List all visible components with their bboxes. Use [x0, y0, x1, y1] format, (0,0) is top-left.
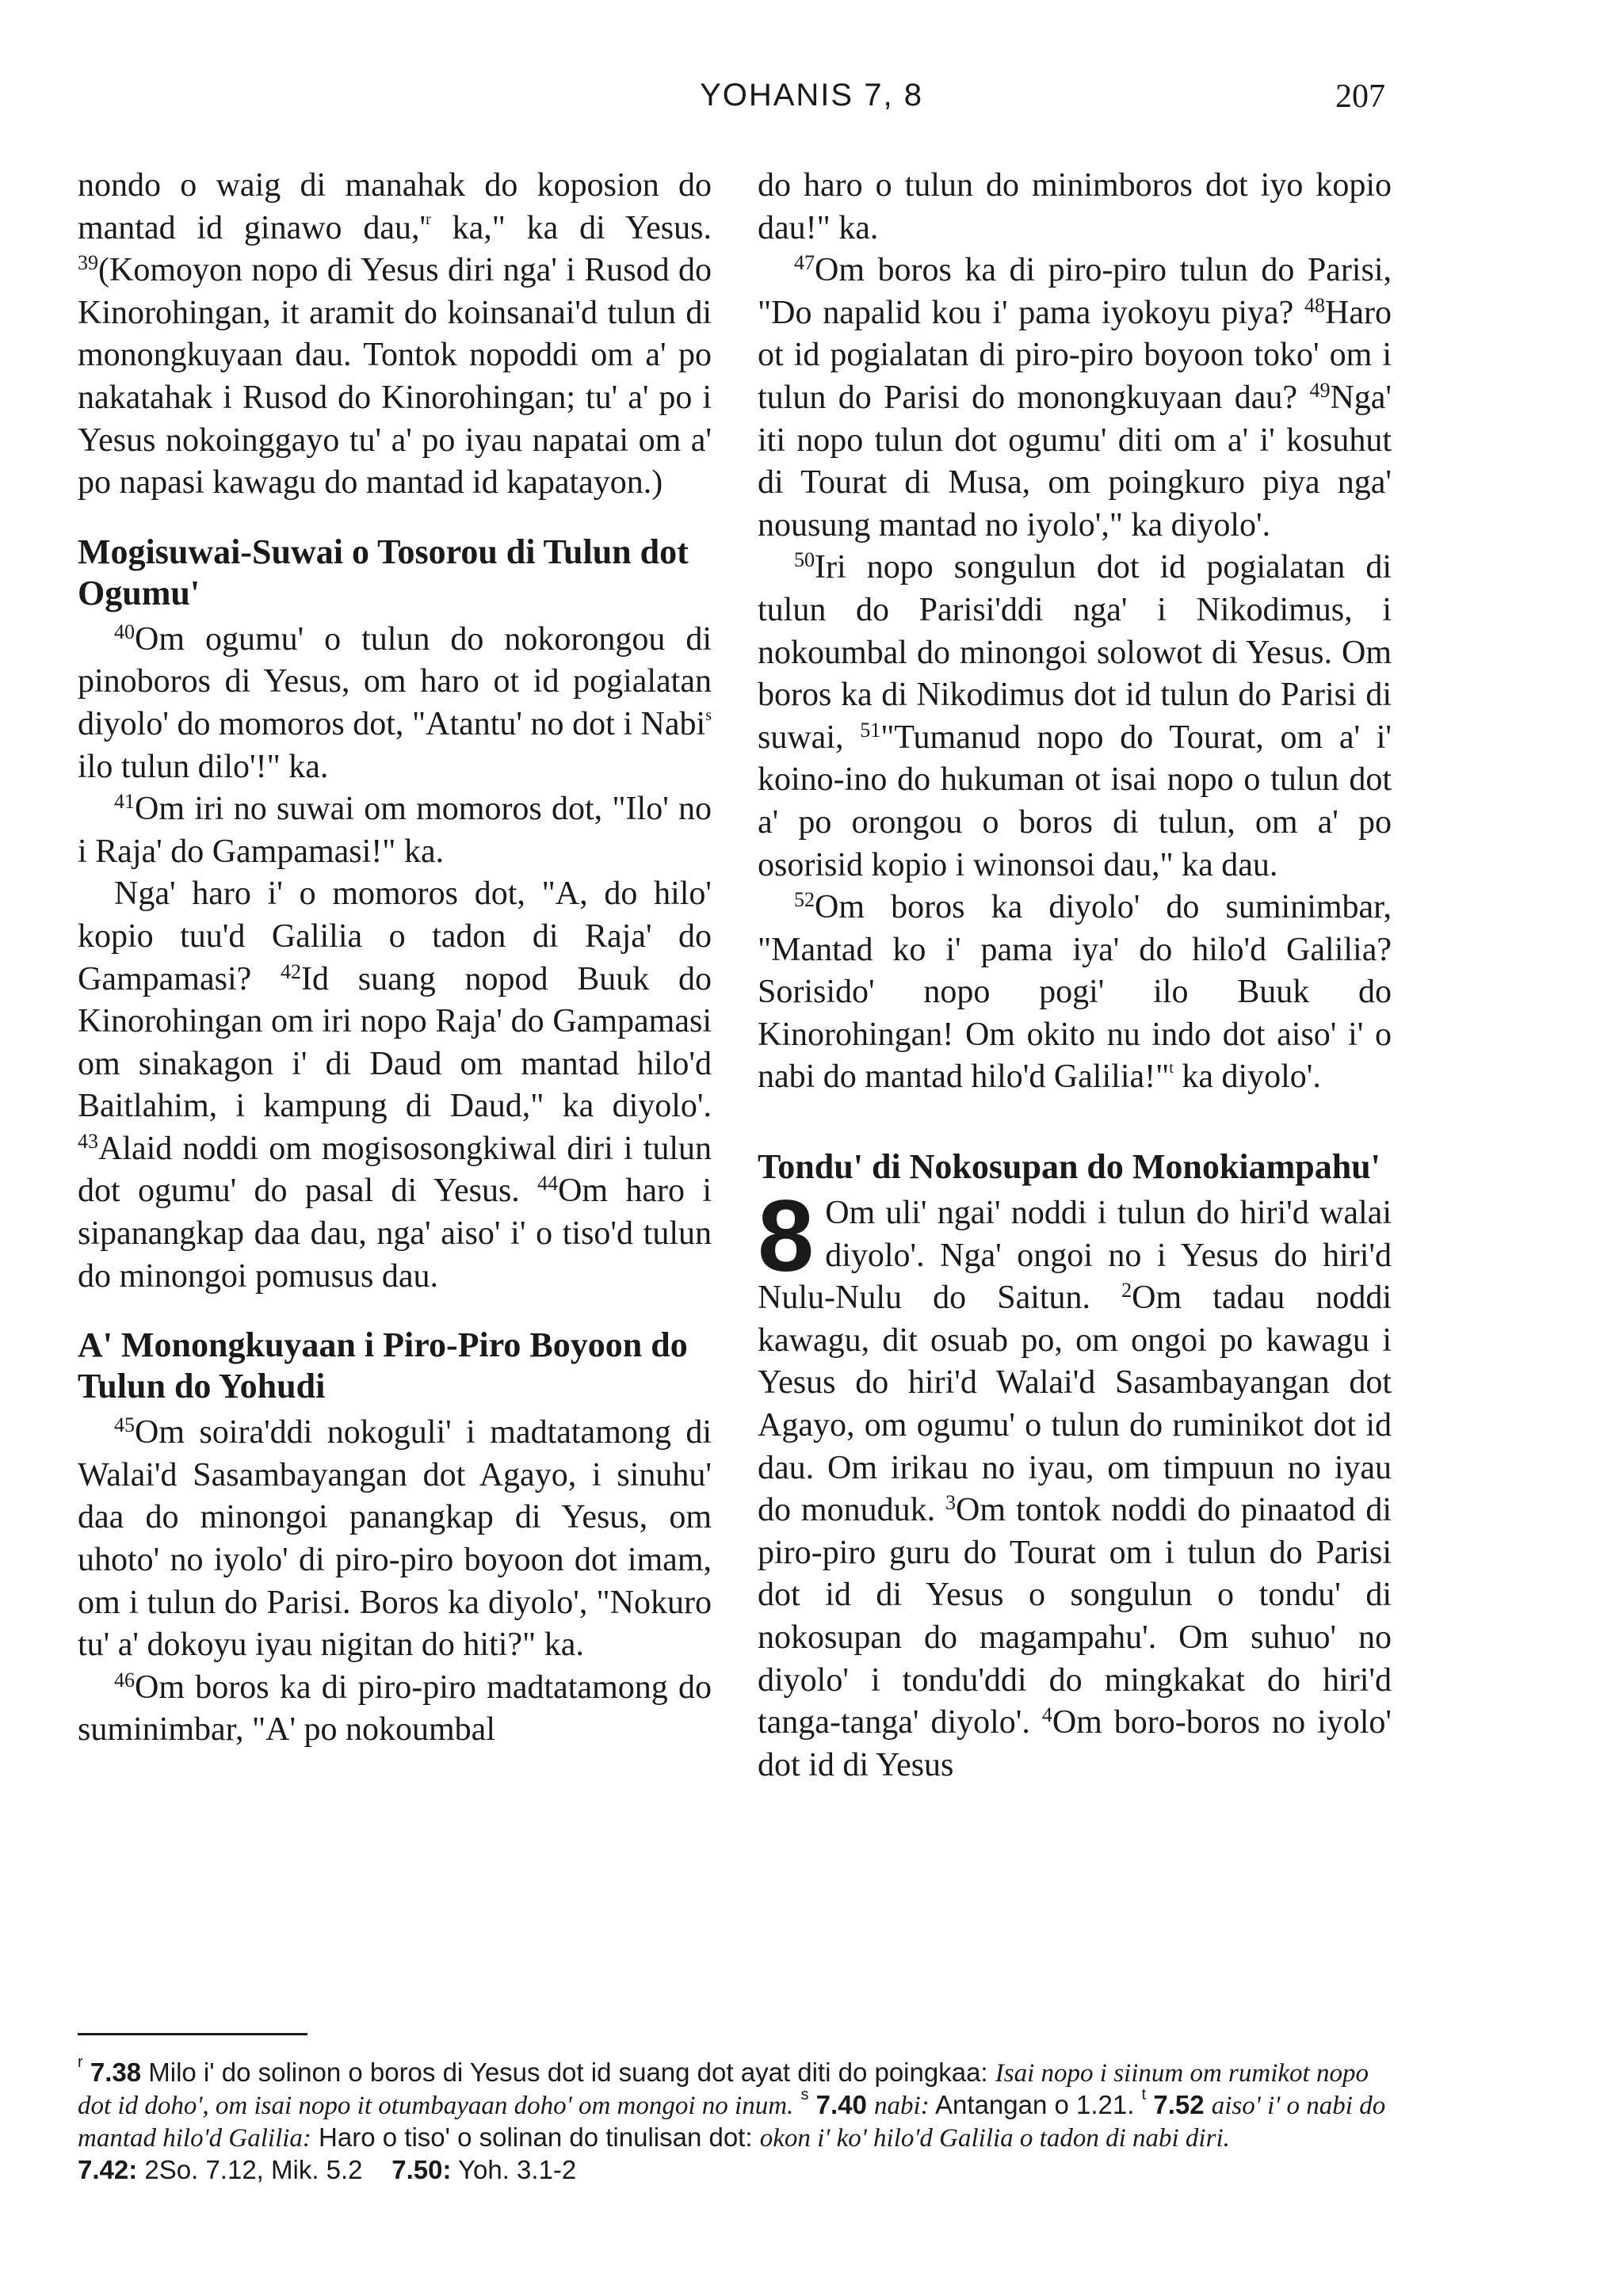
footnote-marker: t — [1169, 1059, 1174, 1077]
verse-paragraph: do haro o tulun do minimboros dot iyo kopio dau!" ka. — [758, 167, 1392, 246]
verse-number: 42 — [281, 959, 301, 983]
footnotes — [78, 2054, 1393, 2186]
verse-paragraph: Nga' haro i' o momoros dot, "A, do hilo' kopio tuu'd Galilia o tadon di Raja' do Gampamasi? $^{42}$Id suang nopod Buuk do Kinorohingan om iri nopo Raja' do Gampamasi om sinakagon i' di Daud om mantad hilo'd Baitlahim, i kampung di Daud," ka diyolo'. $^{43}$Alaid noddi om mogisosongkiwal diri i tulun dot ogumu' do pasal di Yesus. $^{44}$Om haro i sipanangkap daa dau, nga' aiso' i' o tiso'd tulun do minongoi pomusus dau. — [78, 875, 712, 1295]
verse-number: 49 — [1309, 378, 1331, 402]
verse-number: 39 — [78, 251, 98, 275]
footnote-ref: 7.52 — [1153, 2090, 1205, 2119]
footnote-ref: 7.50: — [391, 2155, 452, 2184]
page-number: 207 — [1335, 78, 1385, 115]
verse-number: 52 — [794, 888, 815, 912]
footnote-ref: 7.40 — [815, 2090, 867, 2119]
verse-number: 4 — [1041, 1703, 1052, 1727]
verse-number: 3 — [945, 1491, 957, 1515]
verse-number: 43 — [78, 1129, 98, 1153]
section-heading: Tondu' di Nokosupan do Monokiampahu' — [758, 1147, 1381, 1187]
verse-number: 48 — [1304, 293, 1326, 317]
section-heading: Mogisuwai-Suwai o Tosorou di Tulun dot Ogumu' — [78, 532, 689, 612]
section-heading: A' Monongkuyaan i Piro-Piro Boyoon do Tulun do Yohudi — [78, 1325, 688, 1406]
verse-paragraph: $^{47}$Om boros ka di piro-piro tulun do Parisi, "Do napalid kou i' pama iyokoyu piya? $^{48}$Haro ot id pogialatan di piro-piro boyoon toko' om i tulun do Parisi do monongkuyaan dau? $^{49}$Nga' iti nopo tulun dot ogumu' diti om a' i' kosuhut di Tourat di Musa, om poingkuro piya nga' nousung mantad no iyolo'," ka diyolo'. — [758, 251, 1392, 543]
footnote-ref: 7.38 — [90, 2058, 142, 2087]
verse-number: 2 — [1121, 1279, 1132, 1302]
verse-number: 51 — [860, 718, 881, 742]
verse-paragraph: $^{41}$Om iri no suwai om momoros dot, "Ilo' no i Raja' do Gampamasi!" ka. — [78, 790, 712, 870]
footnote-ref: 7.42: — [78, 2155, 138, 2184]
verse-paragraph: $^{52}$Om boros ka diyolo' do suminimbar, "Mantad ko i' pama iya' do hilo'd Galilia? Sorisido' nopo pogi' ilo Buuk do Kinorohingan! Om okito nu indo dot aiso' i' o nabi do mantad hilo'd Galilia!"$^t$ ka diyolo'. — [758, 888, 1392, 1096]
footnote-rule — [78, 2033, 307, 2035]
footnote-line: $^r$ 7.38 Milo i' do solinon o boros di Yesus dot id suang dot ayat diti do poingkaa: Isai nopo i siinum om rumikot nopo dot id doho', om isai nopo it otumbayaan doho' om mongoi no inum. $^s$ 7.40 nabi: Antangan o 1.21. $^t$ 7.52 aiso' i' o nabi do mantad hilo'd Galilia: Haro o tiso' o solinan do tinulisan dot: okon i' ko' hilo'd Galilia o tadon di nabi diri. — [78, 2054, 1386, 2153]
footnote-marker: s — [705, 706, 712, 724]
verse-paragraph: $^{46}$Om boros ka di piro-piro madtatamong do suminimbar, "A' po nokoumbal — [78, 1668, 712, 1749]
verse-number: 46 — [114, 1668, 135, 1691]
page-header — [0, 78, 1623, 125]
verse-number: 41 — [114, 790, 135, 814]
chapter-number: 8 — [758, 1180, 815, 1294]
verse-number: 47 — [794, 251, 815, 275]
footnote-line: 7.42: 2So. 7.12, Mik. 5.2 7.50: Yoh. 3.1-2 — [78, 2155, 577, 2184]
right-column — [758, 165, 1392, 1787]
running-head: YOHANIS 7, 8 — [700, 78, 923, 113]
verse-number: 50 — [794, 548, 815, 572]
chapter-paragraph: 8 Om uli' ngai' noddi i tulun do hiri'd walai diyolo'. Nga' ongoi no i Yesus do hiri'd Nulu-Nulu do Saitun. $^2$Om tadau noddi kawagu, dit osuab po, om ongoi po kawagu i Yesus do hiri'd Walai'd Sasambayangan dot Agayo, om ogumu' o tulun do ruminikot dot id dau. Om irikau no iyau, om timpuun no iyau do monuduk. $^3$Om tontok noddi do pinaatod di piro-piro guru do Tourat om i tulun do Parisi dot id di Yesus o songulun o tondu' di nokosupan do magampahu'. Om suhuo' no diyolo' i tondu'ddi do mingkakat do hiri'd tanga-tanga' diyolo'. $^4$Om boro-boros no iyolo' dot id di Yesus — [758, 1180, 1392, 1783]
footnote-marker: r — [426, 210, 431, 228]
verse-number: 45 — [114, 1413, 135, 1437]
verse-paragraph: $^{45}$Om soira'ddi nokoguli' i madtatamong di Walai'd Sasambayangan dot Agayo, i sinuhu' daa do minongoi panangkap di Yesus, om uhoto' no iyolo' di piro-piro boyoon dot imam, om i tulun do Parisi. Boros ka diyolo', "Nokuro tu' a' dokoyu iyau nigitan do hiti?" ka. — [78, 1413, 712, 1664]
verse-paragraph: nondo o waig di manahak do koposion do mantad id ginawo dau,'$^r$ ka," ka di Yesus. $^{39}$(Komoyon nopo di Yesus diri nga' i Rusod do Kinorohingan, it aramit do koinsanai'd tulun di monongkuyaan dau. Tontok nopoddi om a' po nakatahak i Rusod do Kinorohingan; tu' a' po i Yesus nokoinggayo tu' a' po iyau napatai om a' po napasi kawagu do mantad id kapatayon.) — [78, 167, 712, 502]
verse-number: 40 — [114, 620, 135, 643]
verse-number: 44 — [537, 1172, 559, 1196]
left-column — [78, 165, 712, 1752]
verse-paragraph: $^{40}$Om ogumu' o tulun do nokorongou di pinoboros di Yesus, om haro ot id pogialatan diyolo' do momoros dot, "Atantu' no dot i Nabi$^s$ ilo tulun dilo'!" ka. — [78, 620, 712, 785]
verse-paragraph: $^{50}$Iri nopo songulun dot id pogialatan di tulun do Parisi'ddi nga' i Nikodimus, i nokoumbal do minongoi solowot di Yesus. Om boros ka di Nikodimus dot id tulun do Parisi di suwai, $^{51}$"Tumanud nopo do Tourat, om a' i' koino-ino do hukuman ot isai nopo o tulun dot a' po orongou o boros di tulun, om a' po osorisid kopio i winonsoi dau," ka dau. — [758, 548, 1392, 883]
